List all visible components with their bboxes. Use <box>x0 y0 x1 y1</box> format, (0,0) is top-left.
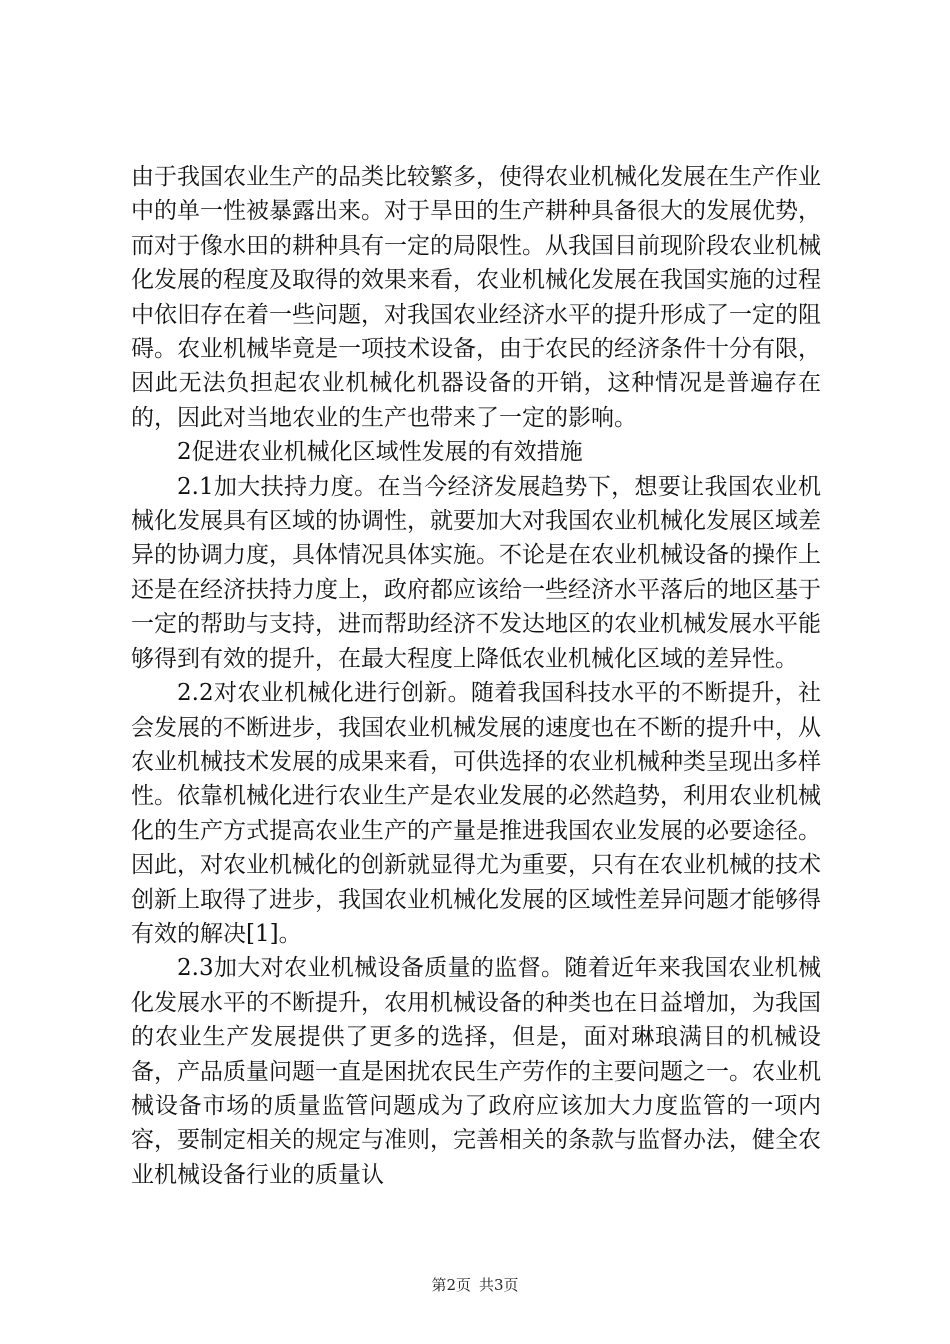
body-paragraph-2-2: 2.2对农业机械化进行创新。随着我国科技水平的不断提升，社会发展的不断进步，我国农业机械发展的速度也在不断的提升中，从农业机械技术发展的成果来看，可供选择的农业机械种类呈现出多样性。依靠机械化进行农业生产是农业发展的必然趋势，利用农业机械化的生产方式提高农业生产的产量是推进我国农业发展的必要途径。因此，对农业机械化的创新就显得尤为重要，只有在农业机械的技术创新上取得了进步，我国农业机械化发展的区域性差异问题才能够得有效的解决[1]。 <box>131 680 821 947</box>
page-total: 共3页 <box>479 1276 519 1294</box>
body-paragraph-2-1: 2.1加大扶持力度。在当今经济发展趋势下，想要让我国农业机械化发展具有区域的协调性，就要加大对我国农业机械化发展区域差异的协调力度，具体情况具体实施。不论是在农业机械设备的操作上还是在经济扶持力度上，政府都应该给一些经济水平落后的地区基于一定的帮助与支持，进而帮助经济不发达地区的农业机械发展水平能够得到有效的提升，在最大程度上降低农业机械化区域的差异性。 <box>131 473 821 672</box>
document-body <box>131 160 821 1192</box>
page-number: 第2页 <box>431 1276 471 1294</box>
body-paragraph-continued: 由于我国农业生产的品类比较繁多，使得农业机械化发展在生产作业中的单一性被暴露出来。对于旱田的生产耕种具备很大的发展优势，而对于像水田的耕种具有一定的局限性。从我国目前现阶段农业机械化发展的程度及取得的效果来看，农业机械化发展在我国实施的过程中依旧存在着一些问题，对我国农业经济水平的提升形成了一定的阻碍。农业机械毕竟是一项技术设备，由于农民的经济条件十分有限，因此无法负担起农业机械化机器设备的开销，这种情况是普遍存在的，因此对当地农业的生产也带来了一定的影响。 <box>131 164 821 431</box>
section-heading: 2促进农业机械化区域性发展的有效措施 <box>177 439 583 466</box>
page-footer <box>0 1275 950 1295</box>
body-paragraph-2-3: 2.3加大对农业机械设备质量的监督。随着近年来我国农业机械化发展水平的不断提升，农用机械设备的种类也在日益增加，为我国的农业生产发展提供了更多的选择，但是，面对琳琅满目的机械设备，产品质量问题一直是困扰农民生产劳作的主要问题之一。农业机械设备市场的质量监管问题成为了政府应该加大力度监管的一项内容，要制定相关的规定与准则，完善相关的条款与监督办法，健全农业机械设备行业的质量认 <box>131 955 821 1188</box>
